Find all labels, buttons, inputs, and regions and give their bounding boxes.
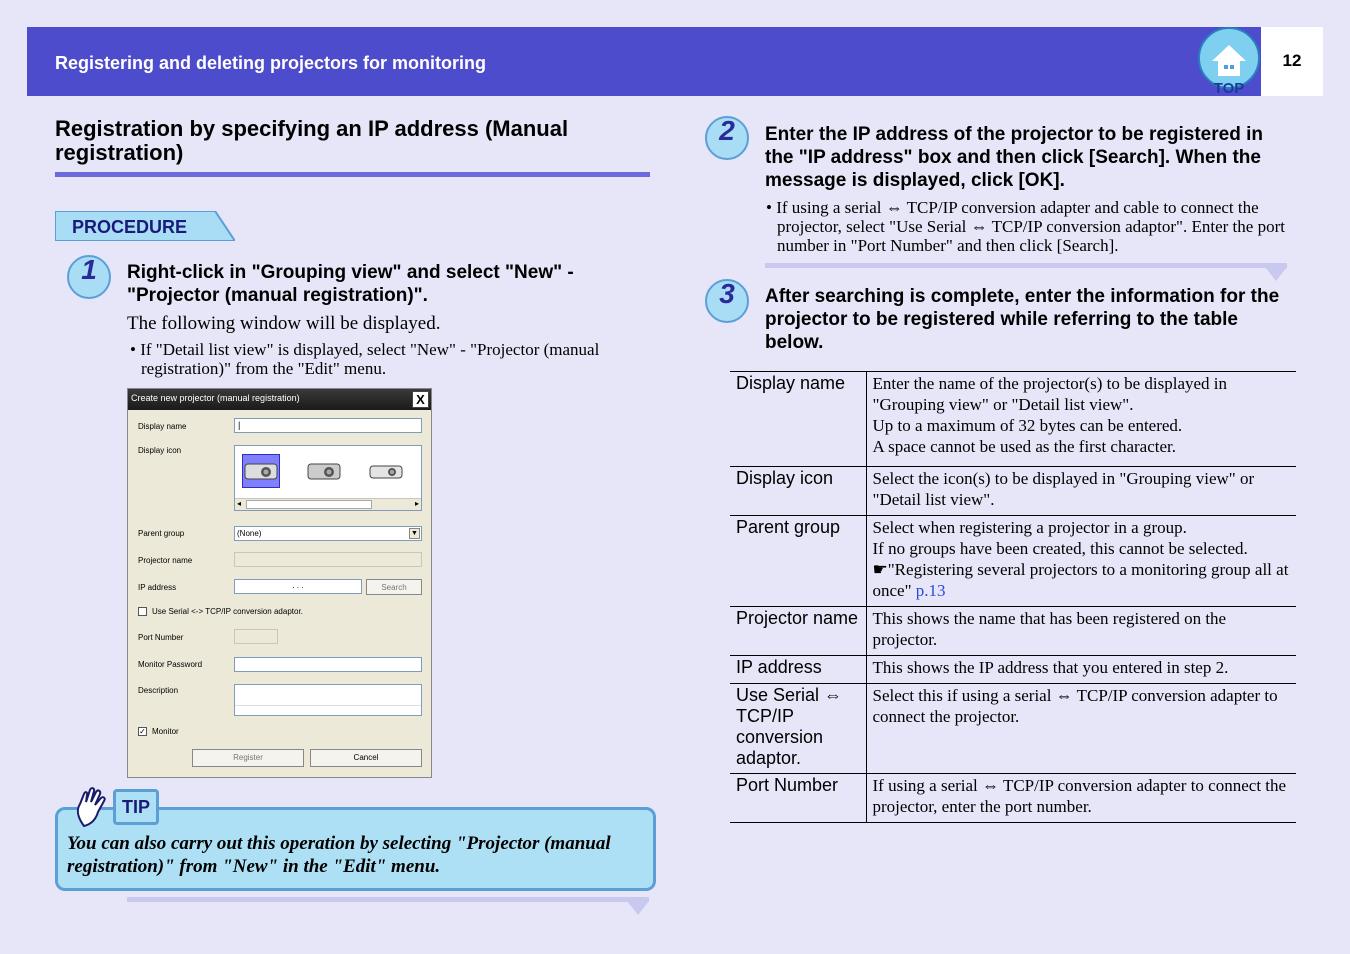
- row-name: Parent group: [730, 516, 866, 607]
- chevron-down-icon[interactable]: ▼: [409, 528, 420, 539]
- tip-badge: TIP: [113, 789, 159, 825]
- step-1-bullet: • If "Detail list view" is displayed, select "New" - "Projector (manual registration)" from the "Edit" menu.: [130, 340, 600, 378]
- row-name: IP address: [730, 656, 866, 684]
- row-text: Enter the name of the projector(s) to be displayed in "Grouping view" or "Detail list view".: [872, 374, 1228, 414]
- row-description: [866, 516, 1296, 607]
- hand-icon: [74, 786, 112, 828]
- search-button[interactable]: Search: [366, 579, 422, 595]
- procedure-label: PROCEDURE: [72, 217, 188, 237]
- scrollbar-thumb[interactable]: [246, 500, 372, 509]
- projector-icon[interactable]: [244, 461, 278, 481]
- dialog-title: Create new projector (manual registration): [131, 393, 300, 403]
- row-text: Up to a maximum of 32 bytes can be entered.: [872, 416, 1183, 435]
- description-scrollbar[interactable]: [235, 705, 421, 715]
- row-description: This shows the name that has been registered on the projector.: [866, 607, 1296, 656]
- page-number: 12: [1282, 51, 1302, 70]
- row-name: Projector name: [730, 607, 866, 656]
- row-description: [866, 372, 1296, 467]
- divider: [765, 263, 1287, 268]
- row-description: If using a serial ⇔ TCP/IP conversion adapter to connect the projector, enter the port number.: [866, 774, 1296, 823]
- step-2-number: 2: [719, 115, 735, 146]
- row-description: Select this if using a serial ⇔ TCP/IP conversion adapter to connect the projector.: [866, 684, 1296, 774]
- table-row: [730, 607, 1296, 656]
- port-number-field[interactable]: [234, 629, 278, 644]
- triangle-marker-icon: [1265, 267, 1287, 281]
- dialog-titlebar: [128, 389, 431, 410]
- header-title: Registering and deleting projectors for monitoring: [55, 53, 487, 73]
- row-text: Select when registering a projector in a group.: [872, 518, 1187, 537]
- cancel-button[interactable]: Cancel: [310, 749, 422, 767]
- description-textarea[interactable]: [234, 684, 422, 716]
- step-1-number: 1: [81, 254, 97, 285]
- row-description: Select the icon(s) to be displayed in "Grouping view" or "Detail list view".: [866, 467, 1296, 516]
- row-name: Display icon: [730, 467, 866, 516]
- row-name: Use Serial ⇔ TCP/IP conversion adaptor.: [730, 684, 866, 774]
- monitor-checkbox[interactable]: ✓: [139, 727, 146, 736]
- table-row: [730, 656, 1296, 684]
- table-row: [730, 372, 1296, 467]
- row-text: If no groups have been created, this cannot be selected. ☛"Registering several projectors to a monitoring group all at once": [872, 539, 1289, 600]
- settings-table: [730, 371, 1296, 823]
- step-3-heading: After searching is complete, enter the information for the projector to be registered while referring to the table below.: [765, 286, 1280, 353]
- display-icon-list[interactable]: [234, 445, 422, 511]
- monitor-label: Monitor: [152, 727, 179, 736]
- section-rule: [55, 172, 650, 177]
- ip-address-label: IP address: [138, 583, 177, 592]
- icon-scrollbar[interactable]: [235, 498, 421, 510]
- projector-name-field: [234, 552, 422, 567]
- description-label: Description: [138, 686, 179, 695]
- display-icon-label: Display icon: [138, 446, 182, 455]
- row-name: Display name: [730, 372, 866, 467]
- use-serial-label: Use Serial <-> TCP/IP conversion adaptor.: [152, 607, 303, 616]
- page-link[interactable]: p.13: [915, 581, 946, 600]
- display-name-input[interactable]: |: [234, 418, 422, 433]
- step-1-heading: Right-click in "Grouping view" and select "New" - "Projector (manual registration)".: [127, 262, 574, 306]
- page-number-box: [1261, 27, 1323, 96]
- ip-address-input[interactable]: . . .: [234, 579, 362, 594]
- tip-text: You can also carry out this operation by selecting "Projector (manual registration)" from "New" in the "Edit" menu.: [67, 833, 611, 877]
- top-button[interactable]: [1196, 27, 1262, 96]
- step-2-bullet: • If using a serial ⇔ TCP/IP conversion adapter and cable to connect the projector, select "Use Serial ⇔ TCP/IP conversion adaptor". Enter the port number in "Port Number" and then click [Search].: [766, 198, 1285, 255]
- step-3-number: 3: [719, 278, 735, 309]
- parent-group-value: (None): [237, 529, 262, 538]
- use-serial-checkbox[interactable]: [138, 607, 147, 616]
- row-name: Port Number: [730, 774, 866, 823]
- section-title: Registration by specifying an IP address (Manual registration): [55, 116, 569, 165]
- parent-group-label: Parent group: [138, 529, 185, 538]
- projector-name-label: Projector name: [138, 556, 193, 565]
- dialog-close-button[interactable]: X: [412, 391, 429, 408]
- display-name-label: Display name: [138, 422, 187, 431]
- table-row: [730, 516, 1296, 607]
- step-1-text: The following window will be displayed.: [127, 313, 441, 334]
- scroll-left-icon[interactable]: ◂: [237, 499, 242, 508]
- projector-icon[interactable]: [307, 461, 341, 481]
- register-button[interactable]: Register: [192, 749, 304, 767]
- projector-icon[interactable]: [369, 461, 403, 481]
- monitor-password-label: Monitor Password: [138, 660, 203, 669]
- divider: [127, 897, 649, 902]
- table-row: [730, 684, 1296, 774]
- page-header: [27, 27, 1323, 96]
- row-description: This shows the IP address that you entered in step 2.: [866, 656, 1296, 684]
- top-label: TOP: [1213, 80, 1245, 96]
- scroll-right-icon[interactable]: ▸: [414, 499, 419, 508]
- port-number-label: Port Number: [138, 633, 184, 642]
- house-icon: [1196, 27, 1262, 96]
- dialog-screenshot: [127, 388, 432, 778]
- step-2-heading: Enter the IP address of the projector to be registered in the "IP address" box and then click [Search]. When the message is displayed, click [OK].: [765, 124, 1263, 191]
- triangle-marker-icon: [627, 901, 649, 915]
- monitor-password-input[interactable]: [234, 657, 422, 672]
- table-row: [730, 467, 1296, 516]
- table-row: [730, 774, 1296, 823]
- row-text: A space cannot be used as the first character.: [872, 437, 1177, 456]
- parent-group-select[interactable]: [234, 526, 422, 541]
